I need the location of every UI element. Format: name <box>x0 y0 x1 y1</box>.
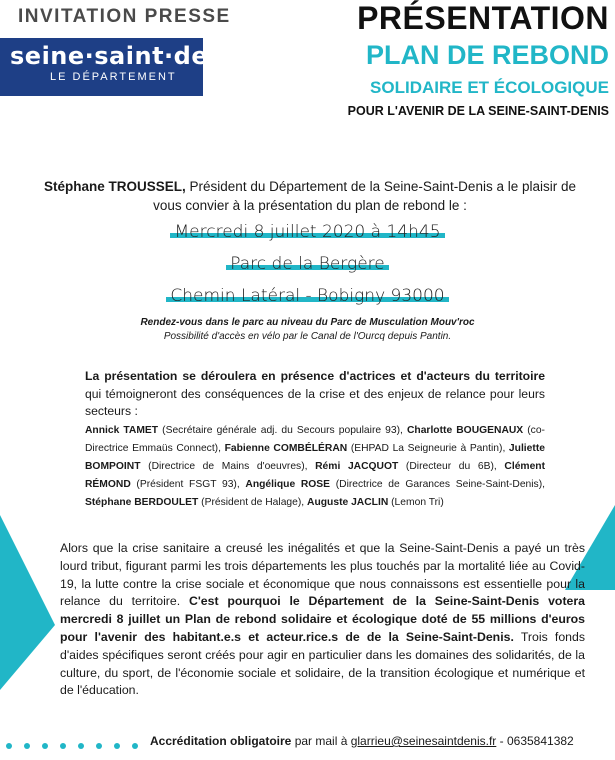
title-plan: PLAN DE REBOND <box>365 40 609 70</box>
event-details <box>0 316 615 344</box>
presence-rest: qui témoigneront des conséquences de la crise et des enjeux de relance pour leurs secteurs : <box>85 386 545 418</box>
event-place: Parc de la Bergère <box>0 254 615 274</box>
body-bold: C'est pourquoi le Département de la Seine-Saint-Denis votera mercredi 8 juillet un Plan de rebond solidaire et écologique doté de 55 millions d'euros pour l'avenir des habitant.e.s et acteur.rice.s de de la Seine-Saint-Denis. <box>60 594 585 644</box>
logo-subtitle: LE DÉPARTEMENT <box>50 71 177 83</box>
main-body-paragraph <box>60 540 585 700</box>
phone-number: - 0635841382 <box>496 734 574 748</box>
event-address: Chemin Latéral - Bobigny 93000 <box>0 286 615 306</box>
logo-name: seine·saint·denis <box>10 42 250 70</box>
body-text-1: Alors que la crise sanitaire a creusé les inégalités et que la Seine-Saint-Denis a payé un très lourd tribut, figurant parmi les trois départements les plus touchés par la mortalité liée au Covid-19, la lutte contre la crise sociale et économique que nous connaissons est essentielle pour la relance du territoire. <box>60 541 585 609</box>
accreditation-line <box>150 734 574 748</box>
body-text-2: Trois fonds d'aides spécifiques seront créés pour agir en particulier dans les domaines des solidarités, de la culture, du sport, de l'économie sociale et solidaire, de la transition écologique et numérique et de l'éducation. <box>60 629 586 698</box>
access-text: Possibilité d'accès en vélo par le Canal de l'Ourcq depuis Pantin. <box>163 331 452 342</box>
title-avenir: POUR L'AVENIR DE LA SEINE-SAINT-DENIS <box>347 104 609 118</box>
invitation-label: INVITATION PRESSE <box>18 6 231 27</box>
rdv-text: Rendez-vous dans le parc au niveau du Parc de Musculation Mouv'roc <box>140 317 475 328</box>
left-triangle-accent <box>0 515 55 690</box>
dot-row <box>0 736 150 754</box>
email-link[interactable]: glarrieu@seinesaintdenis.fr <box>350 734 497 748</box>
accreditation-text: par mail à <box>291 734 351 748</box>
intro-text: Président du Département de la Seine-Saint-Denis a le plaisir de vous convier à la présentation du plan de rebond le : <box>153 179 576 213</box>
title-presentation: PRÉSENTATION <box>357 0 609 36</box>
accreditation-label: Accréditation obligatoire <box>150 734 292 748</box>
department-logo <box>0 38 250 96</box>
presence-lead: La présentation se déroulera en présence d'actrices et d'acteurs du territoire <box>85 369 545 383</box>
intro-name: Stéphane TROUSSEL, <box>44 179 186 194</box>
presence-paragraph <box>85 368 545 511</box>
event-date: Mercredi 8 juillet 2020 à 14h45 <box>0 222 615 242</box>
participants-list: Annick TAMET (Secrétaire générale adj. du Secours populaire 93), Charlotte BOUGENAUX (co-Directrice Emmaüs Connect), Fabienne COMBÉLÉRAN (EHPAD La Seigneurie à Pantin), Juliette BOMPOINT (Directrice de Mains d'oeuvres), Rémi JACQUOT (Directeur du 6B), Clément RÉMOND (Président FSGT 93), Angélique ROSE (Directrice de Garances Seine-Saint-Denis), Stéphane BERDOULET (Président de Halage), Auguste JACLIN (Lemon Tri) <box>85 424 546 508</box>
title-solidaire: SOLIDAIRE ET ÉCOLOGIQUE <box>370 78 609 97</box>
intro-paragraph <box>30 177 590 215</box>
